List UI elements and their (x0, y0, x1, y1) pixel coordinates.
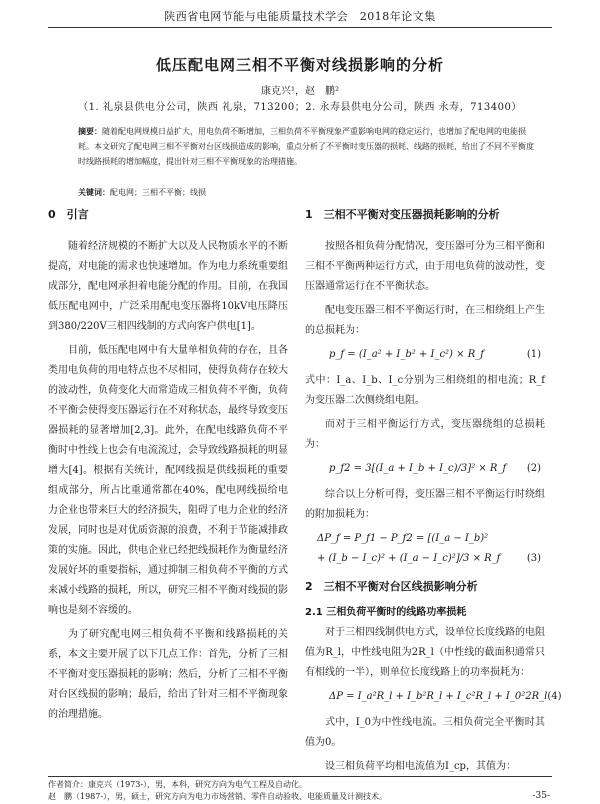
keywords (78, 187, 538, 198)
paper-affiliations: （1. 礼泉县供电分公司，陕西 礼泉，713200；2. 永寿县供电分公司，陕西 永寿，713400） (78, 102, 522, 113)
section-2-1-paragraph-2: 式中，I_0为中性线电流。三相负荷完全平衡时其值为0。 (305, 717, 545, 748)
abstract-text: 随着配电网规模日益扩大，用电负荷不断增加，三相负荷不平衡现象严重影响电网的稳定运行，也增加了配电网的电能损耗。本文研究了配电网三相不平衡对台区线损造成的影响，重点分析了不平衡时变压器的损耗、线路的损耗，给出了不同不平衡度时线路损耗的增加幅度，提出针对三相不平衡现象的治理措施。 (78, 127, 534, 166)
equation-3-number: (3) (526, 553, 541, 564)
right-column (305, 205, 562, 781)
section-1-paragraph-2: 配电变压器三相不平衡运行时，在三相绕组上产生的总损耗为： (305, 305, 545, 336)
author-note-2: 赵 鹏（1987-），男，硕士，研究方向为电力市场营销、零件自动验收、电能质量及计测技术。 (48, 792, 388, 801)
equation-3 (305, 529, 545, 569)
section-1-paragraph-1: 按照各相负荷分配情况，变压器可分为三相平衡和三相不平衡两种运行方式，由于用电负荷的波动性，变压器通常运行在不平衡状态。 (305, 241, 545, 292)
author-note-1: 作者简介：康克兴（1973-），男，本科，研究方向为电气工程及自动化。 (48, 780, 308, 789)
section-2-1-paragraph-3: 设三相负荷平均相电流值为I_cp，其值为： (325, 761, 516, 772)
equation-2-body: p_f2 = 3[(I_a + I_b + I_c)/3]² × R_f (329, 463, 507, 474)
section-1-paragraph-4: 而对于三相平衡运行方式，变压器绕组的总损耗为： (305, 419, 545, 450)
section-1-heading: 1 三相不平衡对变压器损耗影响的分析 (305, 208, 500, 221)
equation-3-line-1: ΔP_f = P_f1 − P_f2 = [(I_a − I_b)² (317, 533, 489, 544)
section-2-1-heading: 2.1 三相负荷平衡时的线路功率损耗 (305, 607, 467, 618)
equation-1-body: p_f = (I_a² + I_b² + I_c²) × R_f (329, 349, 484, 360)
equation-1 (305, 345, 545, 365)
section-2-heading: 2 三相不平衡对台区线损影响分析 (305, 580, 478, 593)
page-number: -35- (532, 791, 550, 801)
intro-paragraph-3: 为了研究配电网三相负荷不平衡和线路损耗的关系，本文主要开展了以下几点工作：首先，分析了三相不平衡对变压器损耗的影响；然后，分析了三相不平衡对台区线损的影响；最后，给出了针对三相不平衡现象的治理措施。 (48, 629, 288, 720)
running-header: 陕西省电网节能与电能质量技术学会 2018年论文集 (48, 8, 552, 28)
equation-3-line-2: + (I_b − I_c)² + (I_a − I_c)²]/3 × R_f (317, 553, 501, 564)
section-2-1-paragraph-1: 对于三相四线制供电方式，设单位长度线路的电阻值为R_l，中性线电阻为2R_l（中性线的截面积通常只有相线的一半），则单位长度线路上的功率损耗为： (305, 627, 545, 678)
equation-4-body: ΔP = I_a²R_l + I_b²R_l + I_c²R_l + I_0²2R_l (329, 691, 548, 702)
intro-paragraph-1: 随着经济规模的不断扩大以及人民物质水平的不断提高，对电能的需求也快速增加。作为电力系统重要组成部分，配电网承担着电能分配的作用。目前，在我国低压配电网中，广泛采用配电变压器将10kV电压降压到380/220V三相四线制的方式向客户供电[1]。 (48, 241, 288, 332)
abstract (78, 124, 538, 169)
abstract-label: 摘要： (78, 126, 102, 136)
equation-4-number: (4) (547, 691, 562, 702)
equation-2-number: (2) (526, 463, 541, 474)
equation-2 (305, 459, 545, 479)
section-1-paragraph-5: 综合以上分析可得，变压器三相不平衡运行时绕组的附加损耗为： (305, 489, 545, 520)
keywords-text: 配电网；三相不平衡；线损 (110, 188, 206, 197)
footnote-divider (48, 776, 552, 777)
paper-title: 低压配电网三相不平衡对线损影响的分析 (155, 56, 444, 74)
left-column (48, 205, 288, 729)
equation-4 (305, 687, 562, 707)
intro-paragraph-2: 目前，低压配电网中有大量单相负荷的存在，且各类用电负荷的用电特点也不尽相同，使得负荷存在较大的波动性，负荷变化大而常造成三相负荷不平衡，负荷不平衡会使得变压器运行在不对称状态，最终导致变压器损耗的显著增加[2,3]。此外，在配电线路负荷不平衡时中性线上也会有电流流过，会导致线路损耗的明显增大[4]。根据有关统计，配网线损是供线损耗的重要组成部分，所占比重通常都在40%，配电网线损给电力企业也带来巨大的经济损失，阻碍了电力企业的经济发展，同时也是对优质资源的浪费，不利于节能减排政策的实施。因此，供电企业已经把线损耗作为衡量经济发展好坏的重要指标，通过抑制三相负荷不平衡的方式来减小线路的损耗，所以，研究三相不平衡对线损的影响也是刻不容缓的。 (48, 345, 288, 616)
keywords-label: 关键词： (78, 187, 110, 197)
paper-authors: 康克兴¹，赵 鹏² (260, 86, 340, 97)
equation-1-number: (1) (526, 349, 541, 360)
section-1-paragraph-3: 式中：I_a、I_b、I_c分别为三相绕组的相电流；R_f为变压器二次侧绕组电阻。 (305, 375, 545, 406)
intro-heading: 0 引言 (48, 208, 89, 221)
